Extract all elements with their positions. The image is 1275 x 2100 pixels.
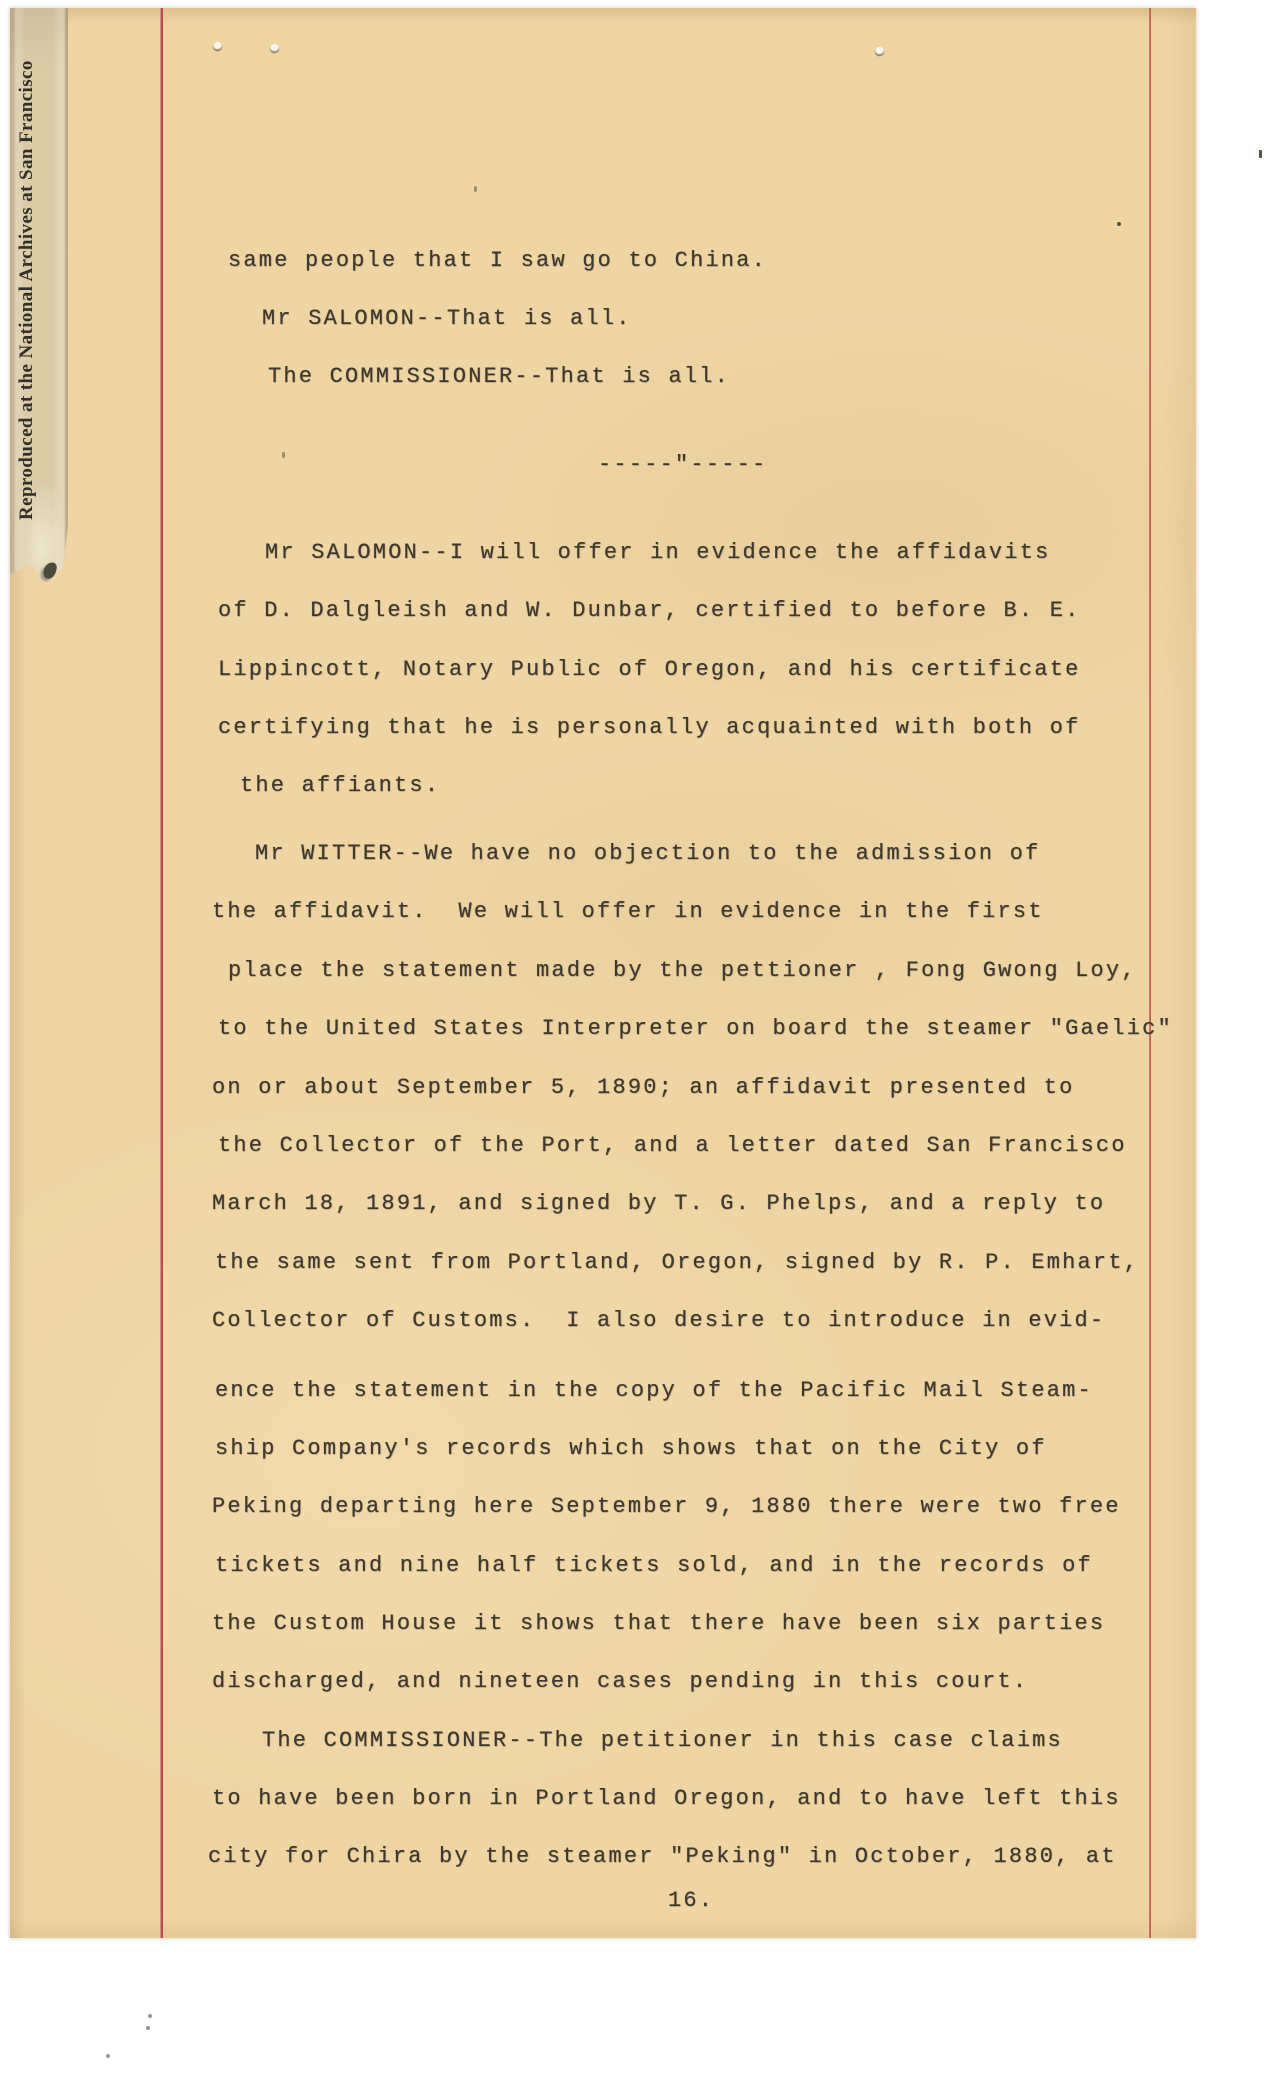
paper-speck bbox=[875, 47, 884, 55]
typewritten-line: Peking departing here September 9, 1880 there were two free bbox=[212, 1494, 1121, 1519]
typewritten-line: the Custom House it shows that there have been six parties bbox=[212, 1611, 1106, 1636]
section-separator: -----"----- bbox=[598, 452, 768, 477]
background-speck bbox=[106, 2054, 110, 2058]
typewritten-line: ship Company's records which shows that on the City of bbox=[215, 1436, 1047, 1461]
typewritten-line: March 18, 1891, and signed by T. G. Phelps, and a reply to bbox=[212, 1191, 1106, 1216]
typewritten-line: to the United States Interpreter on board the steamer "Gaelic" bbox=[218, 1016, 1173, 1041]
background-speck bbox=[148, 2014, 152, 2018]
page-number: 16. bbox=[668, 1888, 715, 1913]
typewritten-line: Mr SALOMON--I will offer in evidence the affidavits bbox=[265, 540, 1051, 565]
typewritten-line: Mr WITTER--We have no objection to the admission of bbox=[255, 841, 1041, 866]
typewritten-line: The COMMISSIONER--That is all. bbox=[268, 364, 731, 389]
typewritten-line: on or about September 5, 1890; an affidavit presented to bbox=[212, 1075, 1075, 1100]
paper-speck bbox=[282, 452, 285, 458]
typewritten-line: The COMMISSIONER--The petitioner in this case claims bbox=[262, 1728, 1063, 1753]
typewritten-line: the affidavit. We will offer in evidence in the first bbox=[212, 899, 1044, 924]
typewritten-line: city for Chira by the steamer "Peking" in October, 1880, at bbox=[208, 1844, 1117, 1869]
typewritten-line: place the statement made by the pettioner , Fong Gwong Loy, bbox=[228, 958, 1137, 983]
typewritten-line: the affiants. bbox=[240, 773, 441, 798]
typewritten-line: to have been born in Portland Oregon, and to have left this bbox=[212, 1786, 1121, 1811]
typewritten-line: certifying that he is personally acquainted with both of bbox=[218, 715, 1081, 740]
margin-mark bbox=[1259, 150, 1262, 158]
paper-speck bbox=[1117, 222, 1121, 226]
right-margin-rule bbox=[1149, 8, 1151, 1938]
typewritten-line: tickets and nine half tickets sold, and in the records of bbox=[215, 1553, 1093, 1578]
typewritten-line: the Collector of the Port, and a letter dated San Francisco bbox=[218, 1133, 1127, 1158]
paper-speck bbox=[213, 42, 222, 50]
typewritten-line: the same sent from Portland, Oregon, signed by R. P. Emhart, bbox=[215, 1250, 1140, 1275]
typewritten-line: Lippincott, Notary Public of Oregon, and his certificate bbox=[218, 657, 1081, 682]
background-speck bbox=[146, 2026, 150, 2030]
paper-speck bbox=[270, 44, 279, 52]
paper-speck bbox=[474, 186, 477, 192]
typewritten-line: discharged, and nineteen cases pending in this court. bbox=[212, 1669, 1029, 1694]
typewritten-line: Mr SALOMON--That is all. bbox=[262, 306, 632, 331]
typewritten-line: of D. Dalgleish and W. Dunbar, certified to before B. E. bbox=[218, 598, 1081, 623]
archive-stamp: Reproduced at the National Archives at San Francisco bbox=[16, 60, 37, 520]
left-margin-rule bbox=[160, 8, 163, 1938]
typewritten-line: ence the statement in the copy of the Pacific Mail Steam- bbox=[215, 1378, 1093, 1403]
typewritten-line: Collector of Customs. I also desire to introduce in evid- bbox=[212, 1308, 1106, 1333]
typewritten-line: same people that I saw go to China. bbox=[228, 248, 768, 273]
